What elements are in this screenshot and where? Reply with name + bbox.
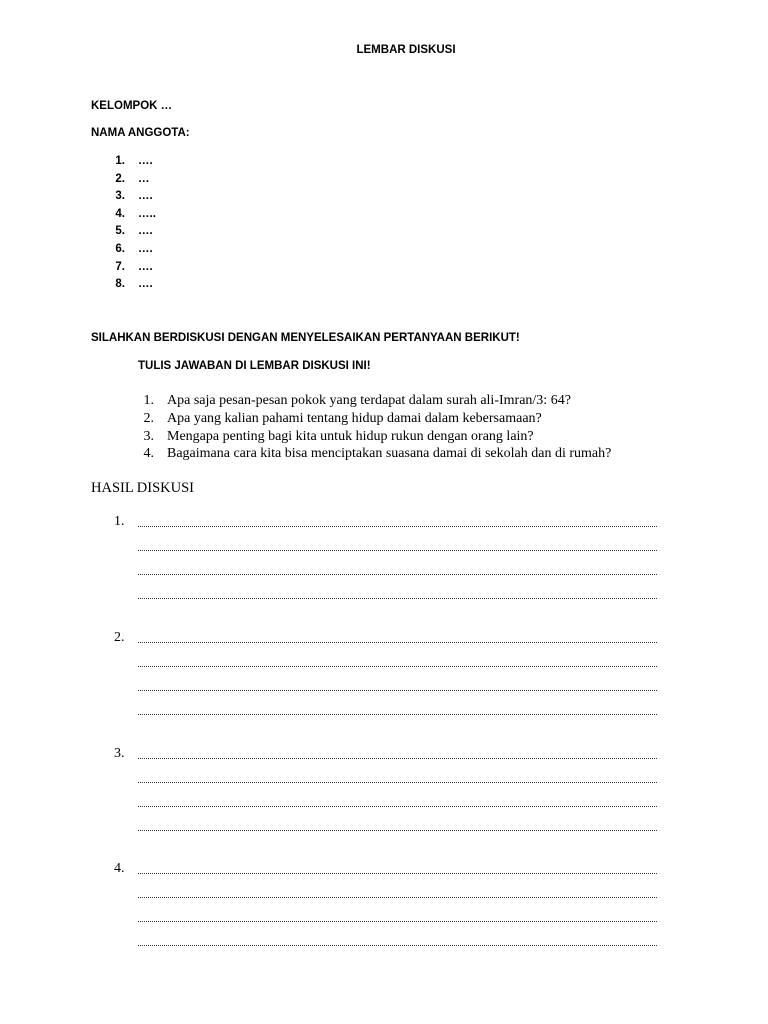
member-number: 2. xyxy=(115,172,125,185)
answer-line[interactable] xyxy=(138,714,657,715)
answer-line[interactable] xyxy=(138,758,657,759)
answer-number: 1. xyxy=(114,514,125,529)
question-text: Bagaimana cara kita bisa menciptakan suasana damai di sekolah dan di rumah? xyxy=(167,446,612,462)
member-name: … xyxy=(138,172,150,185)
instruction-text: SILAHKAN BERDISKUSI DENGAN MENYELESAIKAN PERTANYAAN BERIKUT! xyxy=(91,332,520,344)
member-number: 5. xyxy=(115,225,125,238)
member-name: …. xyxy=(138,225,153,238)
group-label: KELOMPOK … xyxy=(91,100,173,112)
answer-line[interactable] xyxy=(138,782,657,783)
member-name: …. xyxy=(138,155,153,167)
answer-line[interactable] xyxy=(138,897,657,898)
member-number: 4. xyxy=(115,207,125,220)
member-number: 3. xyxy=(115,190,125,203)
question-text: Mengapa penting bagi kita untuk hidup rukun dengan orang lain? xyxy=(167,428,534,444)
answer-line[interactable] xyxy=(138,830,657,831)
member-name: …. xyxy=(138,278,153,291)
answer-line[interactable] xyxy=(138,574,657,575)
question-number: 3. xyxy=(143,428,154,444)
answer-line[interactable] xyxy=(138,690,657,691)
member-number: 6. xyxy=(115,242,125,255)
member-number: 1. xyxy=(115,155,125,167)
answer-line[interactable] xyxy=(138,921,657,922)
member-number: 7. xyxy=(115,260,125,273)
answer-line[interactable] xyxy=(138,642,657,643)
sub-instruction-text: TULIS JAWABAN DI LEMBAR DISKUSI INI! xyxy=(138,360,371,372)
member-name: ….. xyxy=(138,207,156,220)
answer-line[interactable] xyxy=(138,598,657,599)
document-title: LEMBAR DISKUSI xyxy=(356,44,456,56)
answer-line[interactable] xyxy=(138,666,657,667)
answer-number: 4. xyxy=(114,861,125,876)
member-number: 8. xyxy=(115,278,125,291)
question-number: 1. xyxy=(143,393,154,408)
answer-line[interactable] xyxy=(138,550,657,551)
answer-line[interactable] xyxy=(138,873,657,874)
answer-number: 3. xyxy=(114,746,125,761)
answer-number: 2. xyxy=(114,630,125,645)
question-text: Apa saja pesan-pesan pokok yang terdapat dalam surah ali-Imran/3: 64? xyxy=(167,393,571,408)
answer-line[interactable] xyxy=(138,526,657,527)
members-label: NAMA ANGGOTA: xyxy=(91,127,190,139)
results-heading: HASIL DISKUSI xyxy=(91,480,194,496)
question-number: 4. xyxy=(143,446,154,462)
member-name: …. xyxy=(138,190,153,203)
member-name: …. xyxy=(138,242,153,255)
answer-line[interactable] xyxy=(138,945,657,946)
question-text: Apa yang kalian pahami tentang hidup damai dalam kebersamaan? xyxy=(167,410,542,426)
question-number: 2. xyxy=(143,410,154,426)
answer-line[interactable] xyxy=(138,806,657,807)
member-name: …. xyxy=(138,260,153,273)
